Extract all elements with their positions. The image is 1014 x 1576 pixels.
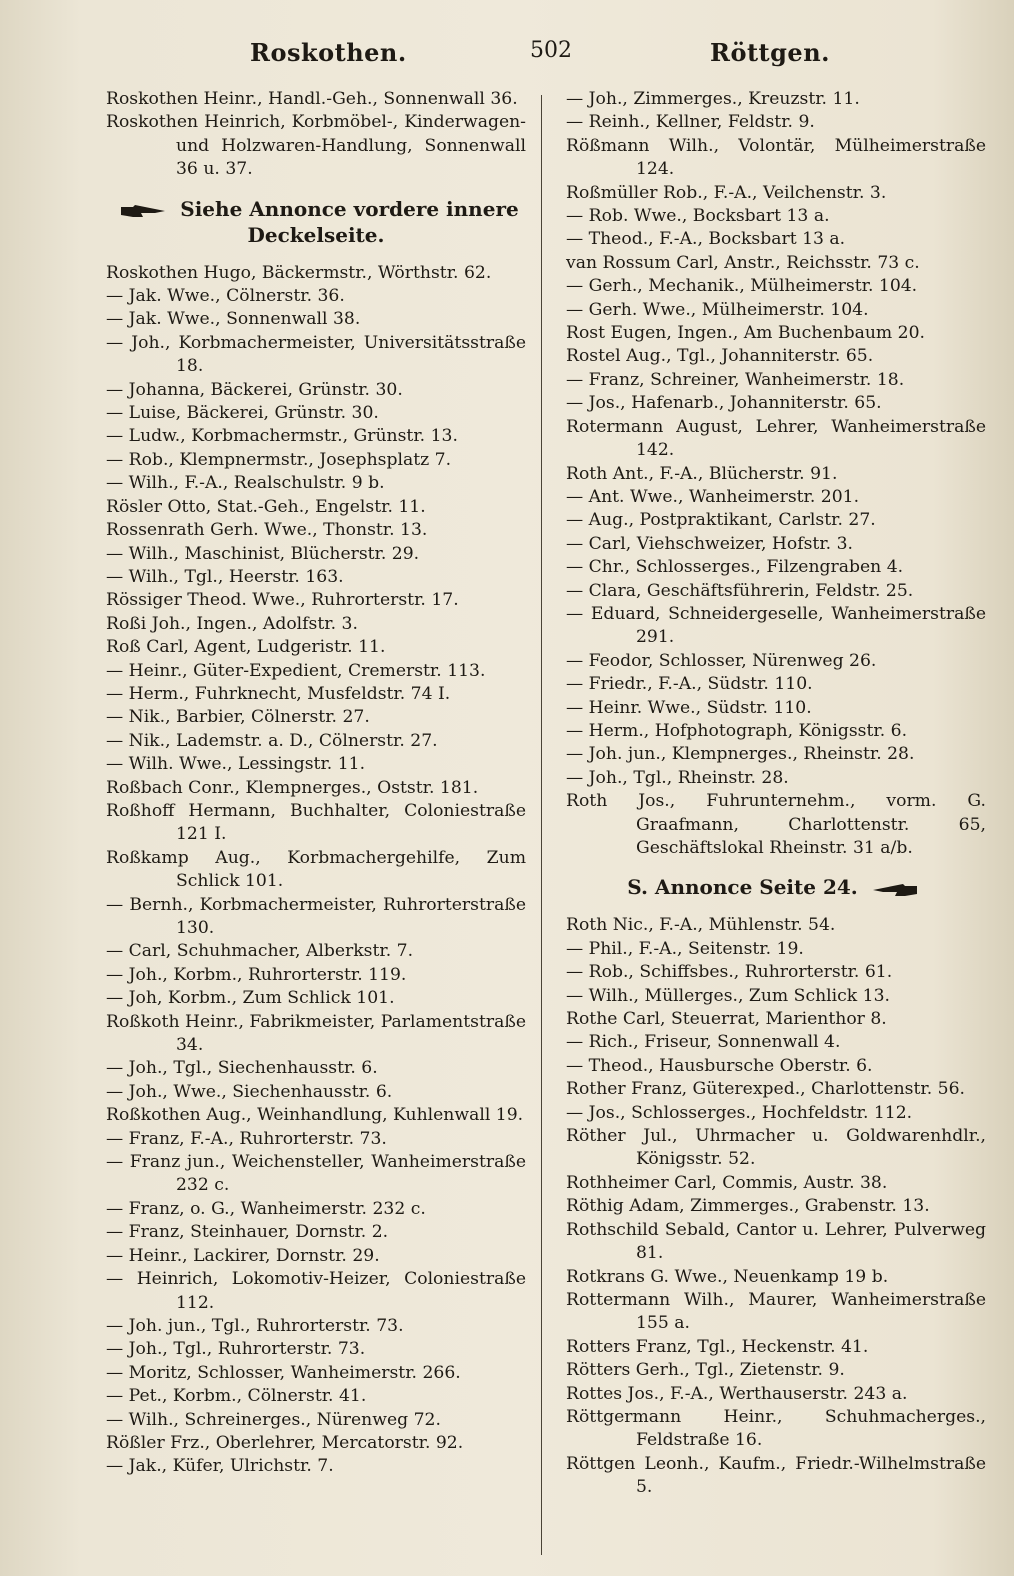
directory-entry: — Joh., Zimmerges., Kreuzstr. 11.	[566, 89, 860, 109]
directory-entry: — Phil., F.-A., Seitenstr. 19.	[566, 938, 804, 959]
directory-entry: — Rob. Wwe., Bocksbart 13 a.	[566, 206, 830, 227]
directory-entry: — Joh., Tgl., Siechenhausstr. 6.	[106, 1058, 378, 1079]
directory-entry: — Feodor, Schlosser, Nürenweg 26.	[566, 650, 877, 671]
directory-entry: Roth Jos., Fuhrunternehm., vorm. G. Graafmann, Charlottenstr. 65, Geschäftslokal Rheinstr. 31 a/b.	[566, 791, 986, 858]
directory-entry: — Heinr., Lackirer, Dornstr. 29.	[106, 1245, 380, 1266]
directory-entry: Roth Nic., F.-A., Mühlenstr. 54.	[566, 915, 836, 936]
directory-entry: Roßbach Conr., Klempnerges., Oststr. 181.	[106, 777, 479, 798]
directory-entry: Rossenrath Gerh. Wwe., Thonstr. 13.	[106, 520, 428, 541]
directory-entry: Roßmüller Rob., F.-A., Veilchenstr. 3.	[566, 182, 887, 203]
right-entries-bottom	[566, 914, 986, 1499]
directory-entry: Rotkrans G. Wwe., Neuenkamp 19 b.	[566, 1266, 889, 1287]
directory-entry: Rössiger Theod. Wwe., Ruhrorterstr. 17.	[106, 590, 459, 611]
directory-entry: — Carl, Schuhmacher, Alberkstr. 7.	[106, 941, 414, 962]
directory-entry: Rother Franz, Güterexped., Charlottenstr. 56.	[566, 1079, 965, 1100]
directory-entry: Roßkothen Aug., Weinhandlung, Kuhlenwall 19.	[106, 1105, 524, 1126]
directory-entry: — Joh., Korbm., Ruhrorterstr. 119.	[106, 964, 407, 985]
column-divider	[541, 95, 542, 1555]
directory-entry: — Heinrich, Lokomotiv-Heizer, Coloniestraße 112.	[106, 1269, 526, 1313]
directory-entry: Rösler Otto, Stat.-Geh., Engelstr. 11.	[106, 496, 426, 517]
directory-entry: Rötters Gerh., Tgl., Zietenstr. 9.	[566, 1360, 845, 1381]
directory-entry: Roskothen Hugo, Bäckermstr., Wörthstr. 62.	[106, 262, 492, 283]
directory-entry: — Wilh., Müllerges., Zum Schlick 13.	[566, 985, 890, 1006]
directory-entry: — Reinh., Kellner, Feldstr. 9.	[566, 112, 815, 133]
directory-entry: Rößler Frz., Oberlehrer, Mercatorstr. 92.	[106, 1432, 464, 1453]
directory-entry: Röttgen Leonh., Kaufm., Friedr.-Wilhelmstraße 5.	[566, 1453, 986, 1498]
directory-entry: — Wilh., Schreinerges., Nürenweg 72.	[106, 1409, 441, 1430]
directory-entry: — Franz jun., Weichensteller, Wanheimerstraße 232 c.	[106, 1152, 526, 1196]
directory-entry: — Joh., Tgl., Rheinstr. 28.	[566, 767, 789, 788]
directory-entry: — Franz, Schreiner, Wanheimerstr. 18.	[566, 369, 905, 390]
directory-entry: — Clara, Geschäftsführerin, Feldstr. 25.	[566, 580, 914, 601]
directory-entry: Röthig Adam, Zimmerges., Grabenstr. 13.	[566, 1196, 930, 1217]
right-entries-top	[566, 88, 986, 860]
left-running-head: Roskothen.	[250, 38, 407, 67]
directory-entry: Roßkamp Aug., Korbmachergehilfe, Zum Schlick 101.	[106, 847, 526, 892]
directory-entry: — Theod., F.-A., Bocksbart 13 a.	[566, 229, 846, 250]
directory-entry: Roßkoth Heinr., Fabrikmeister, Parlamentstraße 34.	[106, 1011, 526, 1056]
pointing-hand-icon	[119, 203, 167, 217]
directory-entry: Rost Eugen, Ingen., Am Buchenbaum 20.	[566, 323, 925, 344]
directory-entry: Röther Jul., Uhrmacher u. Goldwarenhdlr., Königsstr. 52.	[566, 1126, 986, 1170]
directory-entry: van Rossum Carl, Anstr., Reichsstr. 73 c.	[566, 252, 920, 273]
directory-entry: Rotermann August, Lehrer, Wanheimerstraße 142.	[566, 416, 986, 461]
directory-entry: — Herm., Hofphotograph, Königsstr. 6.	[566, 720, 908, 741]
directory-entry: — Joh., Tgl., Ruhrorterstr. 73.	[106, 1339, 366, 1360]
left-notice	[106, 196, 526, 248]
directory-entry: — Jak. Wwe., Cölnerstr. 36.	[106, 286, 345, 307]
directory-entry: — Eduard, Schneidergeselle, Wanheimerstraße 291.	[566, 603, 986, 648]
directory-entry: Roßi Joh., Ingen., Adolfstr. 3.	[106, 613, 358, 634]
directory-entry: — Wilh., Tgl., Heerstr. 163.	[106, 566, 344, 587]
directory-entry: — Wilh., F.-A., Realschulstr. 9 b.	[106, 473, 385, 494]
directory-entry: Roskothen Heinrich, Korbmöbel-, Kinderwagen- und Holzwaren-Handlung, Sonnenwall 36 u. 37.	[106, 112, 526, 180]
directory-entry: Rothheimer Carl, Commis, Austr. 38.	[566, 1172, 888, 1193]
directory-entry: Roßhoff Hermann, Buchhalter, Coloniestraße 121 I.	[106, 800, 526, 845]
directory-entry: — Joh. jun., Klempnerges., Rheinstr. 28.	[566, 744, 915, 765]
directory-entry: — Ludw., Korbmachermstr., Grünstr. 13.	[106, 426, 458, 447]
directory-entry: — Jak., Küfer, Ulrichstr. 7.	[106, 1456, 334, 1477]
right-column	[566, 88, 986, 1500]
directory-entry: — Joh., Korbmachermeister, Universitätsstraße 18.	[106, 332, 526, 377]
directory-entry: — Rob., Klempnermstr., Josephsplatz 7.	[106, 449, 452, 470]
directory-entry: — Bernh., Korbmachermeister, Ruhrorterstraße 130.	[106, 894, 526, 938]
right-notice	[566, 874, 986, 900]
left-entries-top	[106, 88, 526, 182]
directory-entry: — Franz, F.-A., Ruhrorterstr. 73.	[106, 1128, 387, 1149]
directory-entry: Röttgermann Heinr., Schuhmacherges., Feldstraße 16.	[566, 1406, 986, 1451]
directory-entry: — Carl, Viehschweizer, Hofstr. 3.	[566, 533, 853, 554]
right-notice-text: S. Annonce Seite 24.	[627, 875, 858, 900]
directory-entry: Rotters Franz, Tgl., Heckenstr. 41.	[566, 1336, 869, 1357]
directory-entry: Rothschild Sebald, Cantor u. Lehrer, Pulverweg 81.	[566, 1219, 986, 1264]
directory-entry: — Ant. Wwe., Wanheimerstr. 201.	[566, 486, 860, 507]
left-entries-bottom	[106, 262, 526, 1479]
directory-entry: — Theod., Hausbursche Oberstr. 6.	[566, 1055, 873, 1076]
directory-entry: — Jak. Wwe., Sonnenwall 38.	[106, 309, 361, 330]
directory-entry: — Rob., Schiffsbes., Ruhrorterstr. 61.	[566, 962, 893, 983]
directory-entry: Roß Carl, Agent, Ludgeristr. 11.	[106, 637, 386, 658]
directory-entry: Rottes Jos., F.-A., Werthauserstr. 243 a.	[566, 1383, 908, 1404]
directory-entry: — Chr., Schlosserges., Filzengraben 4.	[566, 557, 904, 578]
directory-entry: — Wilh. Wwe., Lessingstr. 11.	[106, 754, 366, 775]
directory-entry: — Herm., Fuhrknecht, Musfeldstr. 74 I.	[106, 683, 451, 704]
left-notice-text: Siehe Annonce vordere innere Deckelseite.	[180, 196, 519, 247]
directory-entry: — Nik., Barbier, Cölnerstr. 27.	[106, 707, 370, 728]
directory-entry: Rostel Aug., Tgl., Johanniterstr. 65.	[566, 346, 874, 367]
directory-entry: Roth Ant., F.-A., Blücherstr. 91.	[566, 463, 838, 484]
directory-entry: — Joh. jun., Tgl., Ruhrorterstr. 73.	[106, 1315, 404, 1336]
directory-entry: — Wilh., Maschinist, Blücherstr. 29.	[106, 543, 420, 564]
directory-entry: — Heinr. Wwe., Südstr. 110.	[566, 697, 812, 718]
directory-entry: — Gerh., Mechanik., Mülheimerstr. 104.	[566, 276, 918, 297]
directory-entry: — Friedr., F.-A., Südstr. 110.	[566, 674, 813, 695]
directory-entry: — Heinr., Güter-Expedient, Cremerstr. 113.	[106, 660, 486, 681]
directory-entry: — Gerh. Wwe., Mülheimerstr. 104.	[566, 299, 869, 320]
directory-entry: — Aug., Postpraktikant, Carlstr. 27.	[566, 510, 876, 531]
directory-entry: Roskothen Heinr., Handl.-Geh., Sonnenwall 36.	[106, 89, 518, 109]
directory-entry: Rottermann Wilh., Maurer, Wanheimerstraße 155 a.	[566, 1289, 986, 1334]
left-column	[106, 88, 526, 1479]
directory-entry: — Joh, Korbm., Zum Schlick 101.	[106, 988, 395, 1009]
directory-entry: Rothe Carl, Steuerrat, Marienthor 8.	[566, 1009, 887, 1030]
directory-entry: — Luise, Bäckerei, Grünstr. 30.	[106, 403, 379, 424]
right-running-head: Röttgen.	[710, 38, 830, 67]
directory-entry: — Franz, Steinhauer, Dornstr. 2.	[106, 1222, 389, 1243]
page-header	[100, 38, 980, 78]
directory-entry: — Joh., Wwe., Siechenhausstr. 6.	[106, 1081, 393, 1102]
directory-entry: — Nik., Lademstr. a. D., Cölnerstr. 27.	[106, 730, 438, 751]
directory-entry: Rößmann Wilh., Volontär, Mülheimerstraße 124.	[566, 135, 986, 180]
pointing-hand-icon	[871, 882, 919, 896]
directory-entry: — Rich., Friseur, Sonnenwall 4.	[566, 1032, 841, 1053]
directory-entry: — Franz, o. G., Wanheimerstr. 232 c.	[106, 1198, 426, 1219]
directory-entry: — Moritz, Schlosser, Wanheimerstr. 266.	[106, 1362, 461, 1383]
directory-entry: — Johanna, Bäckerei, Grünstr. 30.	[106, 379, 403, 400]
page-number: 502	[530, 38, 572, 63]
directory-entry: — Jos., Schlosserges., Hochfeldstr. 112.	[566, 1102, 913, 1123]
directory-entry: — Pet., Korbm., Cölnerstr. 41.	[106, 1386, 367, 1407]
directory-entry: — Jos., Hafenarb., Johanniterstr. 65.	[566, 393, 882, 414]
